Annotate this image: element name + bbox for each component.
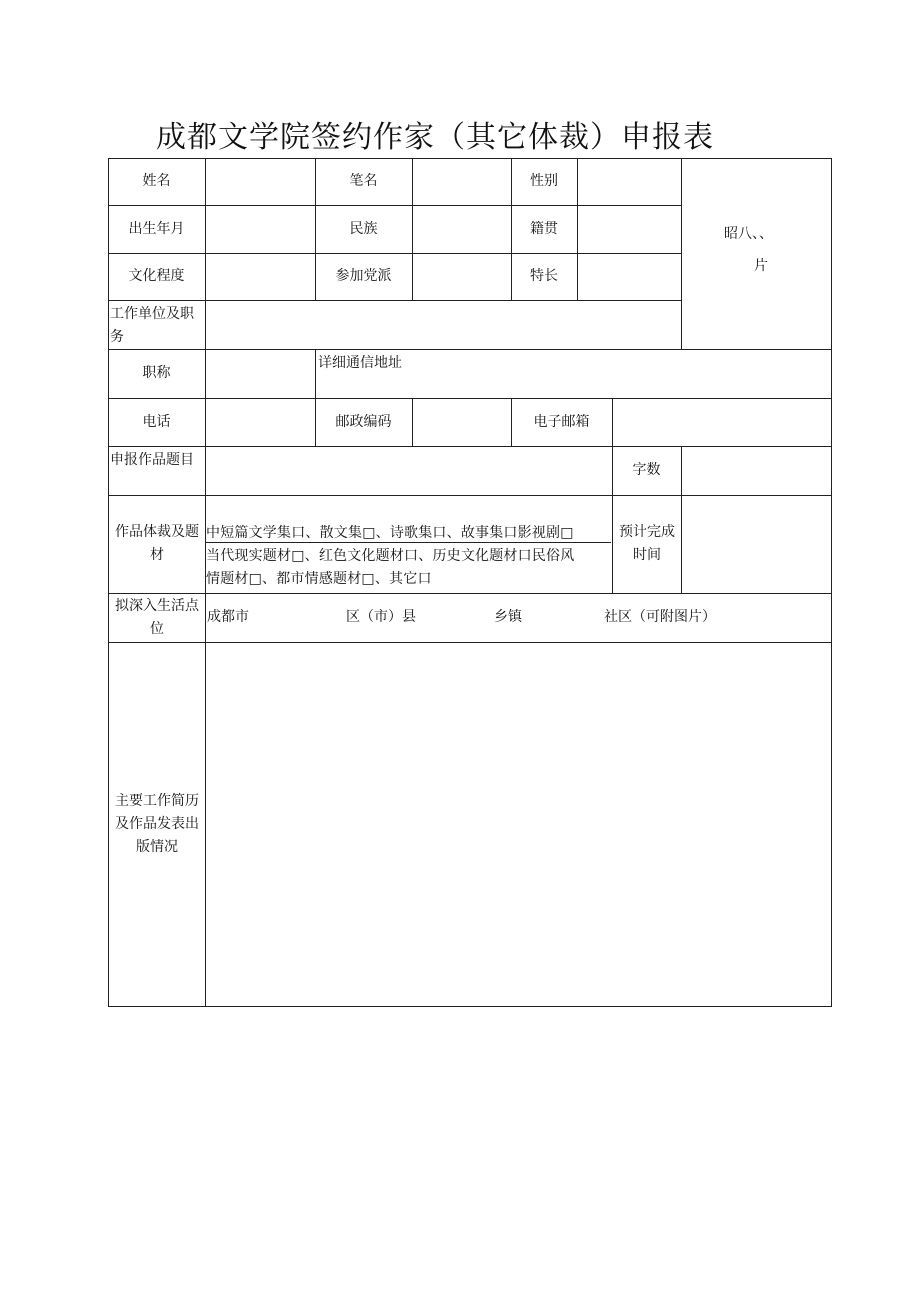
photo-label-line2: 片 (754, 258, 768, 274)
completion-field[interactable] (682, 496, 831, 593)
works-title-field[interactable] (206, 447, 612, 495)
ethnicity-field[interactable] (413, 206, 511, 253)
pen-name-label: 笔名 (349, 173, 378, 189)
word-count-label: 字数 (632, 462, 661, 478)
application-form-table (108, 158, 832, 1007)
gender-field[interactable] (578, 159, 681, 205)
birth-field[interactable] (206, 206, 315, 253)
education-label: 文化程度 (128, 268, 185, 284)
address-field[interactable] (413, 350, 831, 398)
border-bottom (108, 1006, 832, 1007)
resume-field[interactable] (206, 643, 831, 1006)
location-city: 成都市 (207, 609, 249, 625)
border-right (831, 158, 832, 1007)
name-field[interactable] (206, 159, 315, 205)
work-unit-label: 工作单位及职务 (110, 306, 194, 345)
phone-label: 电话 (142, 413, 171, 430)
birth-label: 出生年月 (128, 220, 185, 237)
works-title-label: 申报作品题目 (110, 452, 194, 468)
genre-options[interactable] (206, 522, 612, 592)
work-unit-field[interactable] (206, 301, 681, 349)
native-place-label: 籍贯 (530, 220, 558, 237)
word-count-field[interactable] (682, 447, 831, 495)
gender-label: 性别 (530, 173, 558, 189)
form-title: 成都文学院签约作家（其它体裁）申报表 (156, 120, 714, 155)
job-title-label: 职称 (142, 365, 171, 381)
specialty-label: 特长 (530, 268, 558, 284)
resume-label: 主要工作简历及作品发表出版情况 (115, 792, 199, 855)
education-field[interactable] (206, 254, 315, 300)
name-label: 姓名 (142, 173, 171, 189)
location-town: 乡镇 (494, 609, 522, 625)
specialty-field[interactable] (578, 254, 681, 300)
genre-options-line3: 情题材□、都市情感题材□、其它口 (206, 571, 432, 587)
completion-label: 预计完成时间 (619, 524, 675, 563)
photo-label-line1: 昭八、、 (724, 226, 773, 242)
party-field[interactable] (413, 254, 511, 300)
ethnicity-label: 民族 (349, 220, 378, 237)
genre-label: 作品体裁及题材 (115, 524, 199, 563)
row-divider (108, 593, 832, 594)
photo-area[interactable] (682, 159, 831, 349)
pen-name-field[interactable] (413, 159, 511, 205)
email-label: 电子邮箱 (533, 413, 590, 430)
genre-options-line1: 中短篇文学集口、散文集□、诗歌集口、故事集口影视剧□ (206, 525, 574, 541)
location-label: 拟深入生活点位 (115, 597, 199, 637)
genre-options-line2: 当代现实题材□、红色文化题材口、历史文化题材口民俗风 (206, 548, 575, 564)
location-district: 区（市）县 (346, 609, 416, 625)
party-label: 参加党派 (335, 268, 392, 284)
phone-field[interactable] (206, 399, 315, 446)
email-field[interactable] (613, 399, 831, 446)
job-title-field[interactable] (206, 350, 315, 398)
address-label: 详细通信地址 (318, 355, 402, 371)
location-community: 社区（可附图片） (604, 609, 716, 625)
postcode-label: 邮政编码 (335, 413, 392, 430)
native-place-field[interactable] (578, 206, 681, 253)
postcode-field[interactable] (413, 399, 511, 446)
